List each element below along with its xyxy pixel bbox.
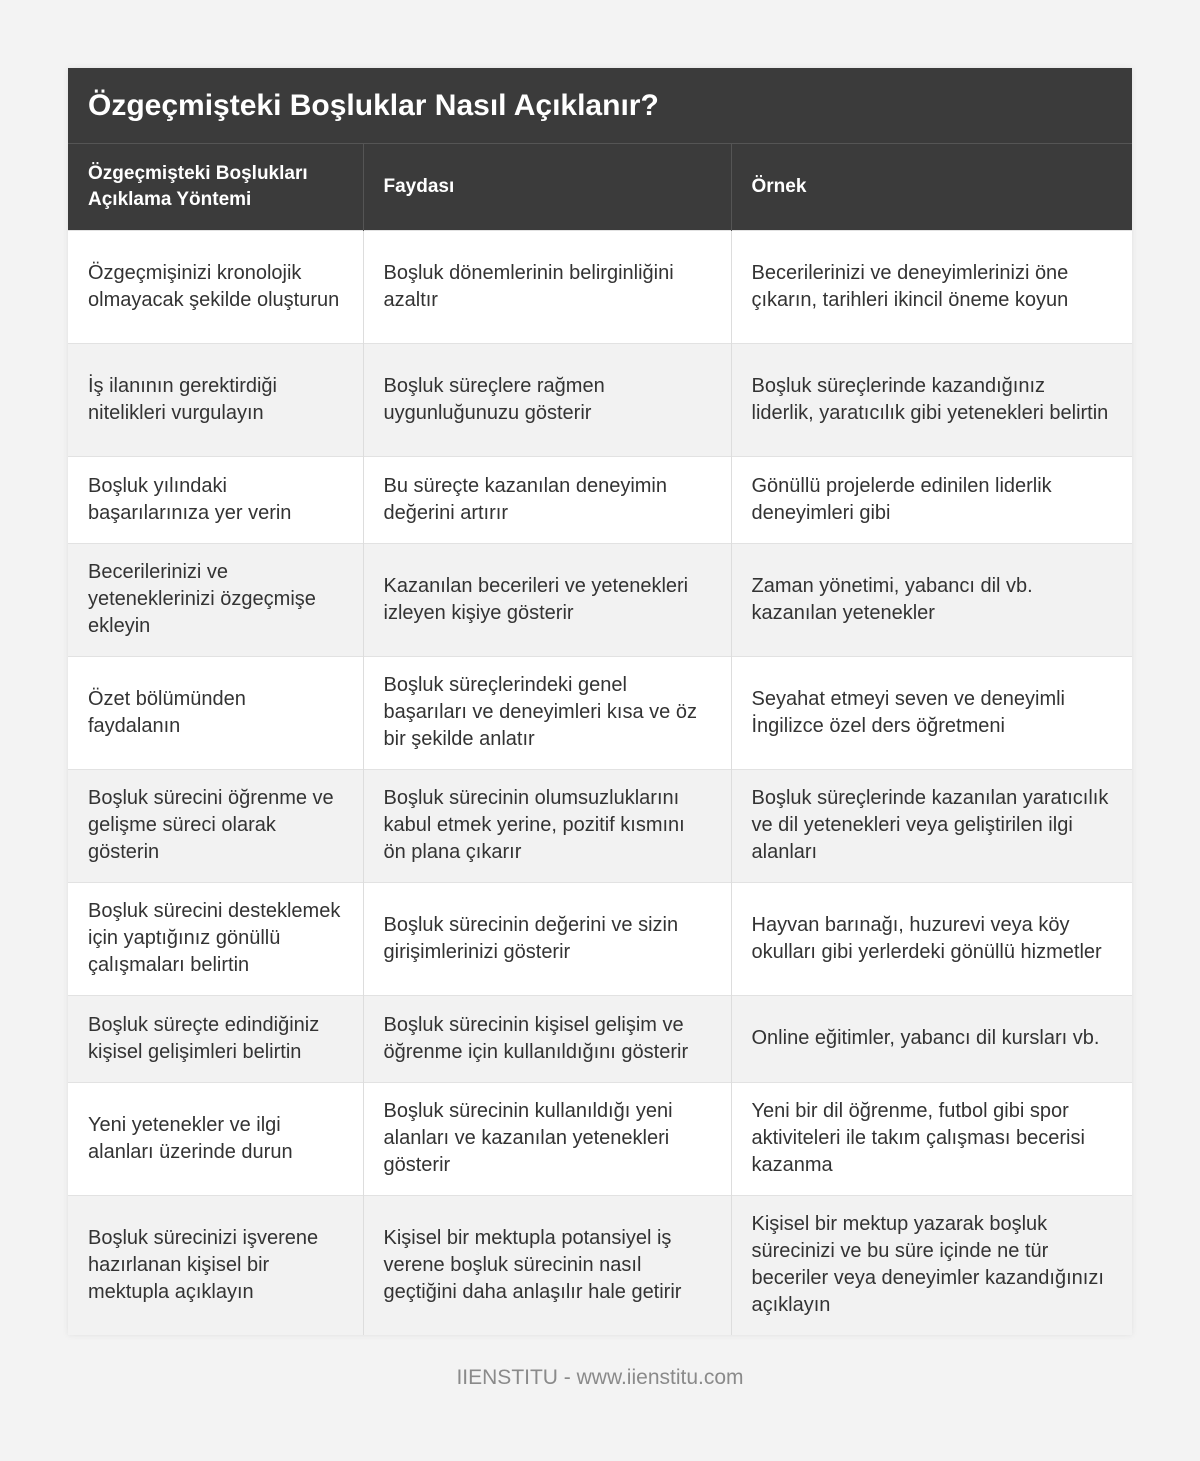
cell-method: Boşluk sürecini desteklemek için yaptığınız gönüllü çalışmaları belirtin (68, 882, 363, 995)
cell-benefit: Boşluk sürecinin kişisel gelişim ve öğrenme için kullanıldığını gösterir (363, 995, 731, 1082)
cell-example: Becerilerinizi ve deneyimlerinizi öne çıkarın, tarihleri ikincil öneme koyun (731, 230, 1132, 343)
cell-method: Becerilerinizi ve yeteneklerinizi özgeçmişe ekleyin (68, 543, 363, 656)
column-header-method: Özgeçmişteki Boşlukları Açıklama Yöntemi (68, 144, 363, 230)
table-row (68, 230, 1132, 343)
table-card (68, 68, 1132, 1335)
table-row (68, 882, 1132, 995)
table-row (68, 456, 1132, 543)
cell-method: Özgeçmişinizi kronolojik olmayacak şekilde oluşturun (68, 230, 363, 343)
table-row (68, 1195, 1132, 1335)
cell-benefit: Boşluk sürecinin değerini ve sizin girişimlerinizi gösterir (363, 882, 731, 995)
cell-method: Boşluk sürecinizi işverene hazırlanan kişisel bir mektupla açıklayın (68, 1195, 363, 1335)
table-row (68, 543, 1132, 656)
cell-example: Seyahat etmeyi seven ve deneyimli İngilizce özel ders öğretmeni (731, 656, 1132, 769)
cell-benefit: Boşluk süreçlere rağmen uygunluğunuzu gösterir (363, 343, 731, 456)
cell-method: Boşluk süreçte edindiğiniz kişisel gelişimleri belirtin (68, 995, 363, 1082)
table-row (68, 656, 1132, 769)
cell-example: Kişisel bir mektup yazarak boşluk sürecinizi ve bu süre içinde ne tür beceriler veya deneyimler kazandığınızı açıklayın (731, 1195, 1132, 1335)
cell-benefit: Boşluk sürecinin olumsuzluklarını kabul etmek yerine, pozitif kısmını ön plana çıkarır (363, 769, 731, 882)
table-row (68, 343, 1132, 456)
cell-method: Boşluk yılındaki başarılarınıza yer verin (68, 456, 363, 543)
cell-example: Yeni bir dil öğrenme, futbol gibi spor aktiviteleri ile takım çalışması becerisi kazanma (731, 1082, 1132, 1195)
cell-benefit: Bu süreçte kazanılan deneyimin değerini artırır (363, 456, 731, 543)
cell-example: Gönüllü projelerde edinilen liderlik deneyimleri gibi (731, 456, 1132, 543)
table-row (68, 769, 1132, 882)
column-header-benefit: Faydası (363, 144, 731, 230)
comparison-table (68, 144, 1132, 1335)
cell-example: Zaman yönetimi, yabancı dil vb. kazanılan yetenekler (731, 543, 1132, 656)
cell-benefit: Boşluk süreçlerindeki genel başarıları ve deneyimleri kısa ve öz bir şekilde anlatır (363, 656, 731, 769)
cell-benefit: Kazanılan becerileri ve yetenekleri izleyen kişiye gösterir (363, 543, 731, 656)
column-header-example: Örnek (731, 144, 1132, 230)
cell-example: Boşluk süreçlerinde kazandığınız liderlik, yaratıcılık gibi yetenekleri belirtin (731, 343, 1132, 456)
footer-credit: IIENSTITU - www.iienstitu.com (456, 1366, 744, 1389)
header-row (68, 144, 1132, 230)
cell-benefit: Boşluk dönemlerinin belirginliğini azaltır (363, 230, 731, 343)
cell-method: Yeni yetenekler ve ilgi alanları üzerinde durun (68, 1082, 363, 1195)
cell-method: Özet bölümünden faydalanın (68, 656, 363, 769)
cell-benefit: Kişisel bir mektupla potansiyel iş verene boşluk sürecinin nasıl geçtiğini daha anlaşılır hale getirir (363, 1195, 731, 1335)
table-row (68, 995, 1132, 1082)
cell-example: Online eğitimler, yabancı dil kursları vb. (731, 995, 1132, 1082)
cell-example: Boşluk süreçlerinde kazanılan yaratıcılık ve dil yetenekleri veya geliştirilen ilgi alanları (731, 769, 1132, 882)
table-row (68, 1082, 1132, 1195)
cell-benefit: Boşluk sürecinin kullanıldığı yeni alanları ve kazanılan yetenekleri gösterir (363, 1082, 731, 1195)
cell-example: Hayvan barınağı, huzurevi veya köy okulları gibi yerlerdeki gönüllü hizmetler (731, 882, 1132, 995)
cell-method: İş ilanının gerektirdiği nitelikleri vurgulayın (68, 343, 363, 456)
page-title: Özgeçmişteki Boşluklar Nasıl Açıklanır? (88, 88, 659, 122)
cell-method: Boşluk sürecini öğrenme ve gelişme süreci olarak gösterin (68, 769, 363, 882)
title-bar (68, 68, 1132, 144)
